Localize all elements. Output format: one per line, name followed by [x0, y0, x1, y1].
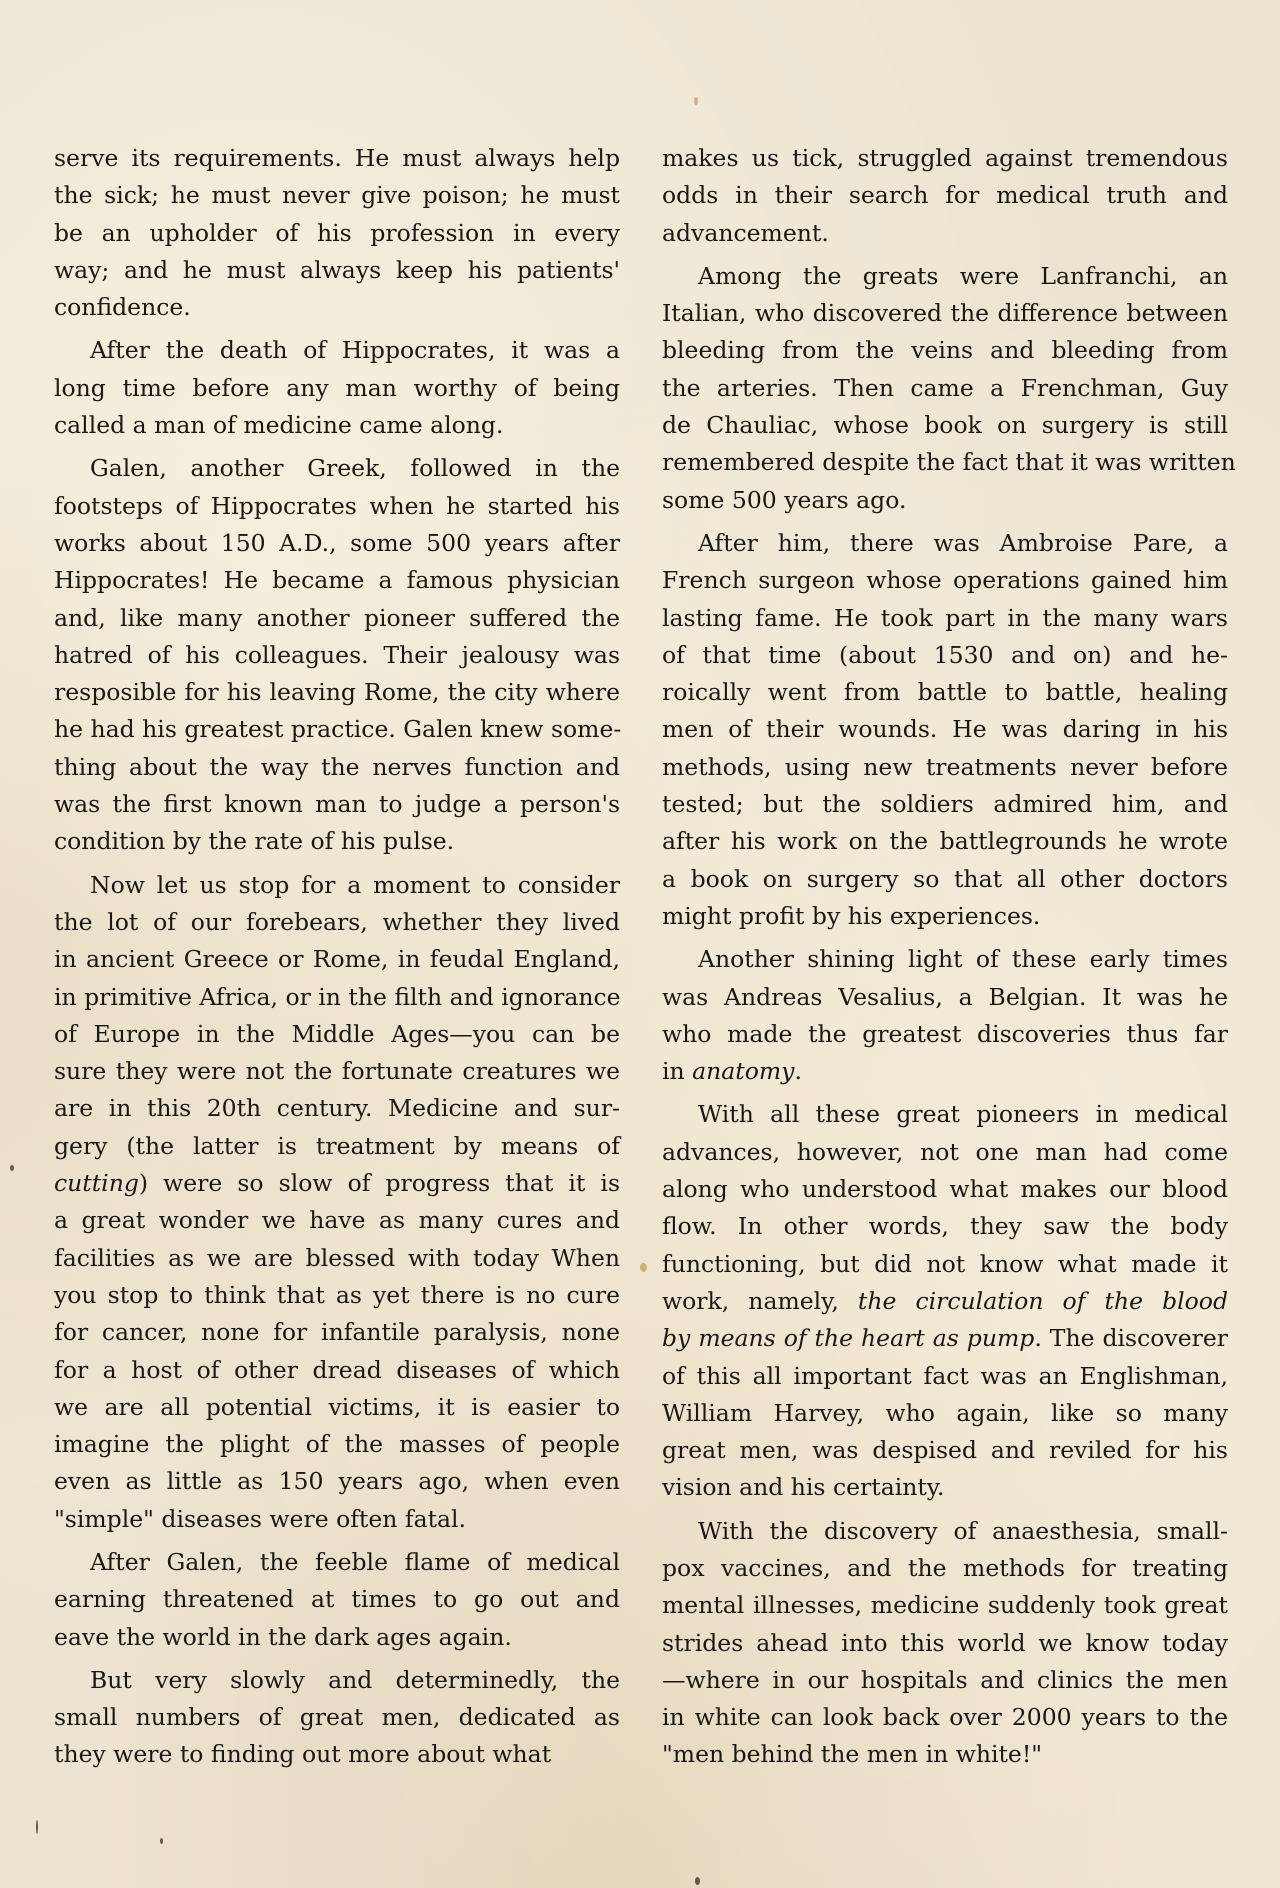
text-line: With all these great pioneers in medical [698, 1100, 1228, 1129]
text-line: Galen, another Greek, followed in the [90, 454, 620, 483]
text-line: resposible for his leaving Rome, the city where [54, 678, 620, 707]
text-line: called a man of medicine came along. [54, 411, 504, 440]
paragraph [54, 867, 620, 1538]
text-line: and, like many another pioneer suffered the [54, 603, 620, 632]
text-line: tested; but the soldiers admired him, and [662, 790, 1228, 819]
paragraph [662, 1096, 1228, 1506]
text-line: bleeding from the veins and bleeding from [662, 336, 1228, 365]
text-line: footsteps of Hippocrates when he started his [54, 491, 620, 520]
paragraph [54, 332, 620, 444]
text-line: "simple" diseases were often fatal. [54, 1504, 467, 1533]
text-line: remembered despite the fact that it was written [662, 448, 1236, 477]
text-line: odds in their search for medical truth and [662, 181, 1228, 210]
text-line: thing about the way the nerves function and [54, 752, 620, 781]
text-line: roically went from battle to battle, healing [662, 678, 1228, 707]
text-line: men of their wounds. He was daring in his [662, 715, 1228, 744]
text-line: in ancient Greece or Rome, in feudal England, [54, 945, 620, 974]
text-line: sure they were not the fortunate creatures we [54, 1057, 620, 1086]
text-line: by means of the heart as pump. The discoverer [662, 1324, 1228, 1353]
text-line: cutting) were so slow of progress that it is [54, 1169, 620, 1198]
text-line: in white can look back over 2000 years to the [662, 1703, 1228, 1732]
text-line: serve its requirements. He must always help [54, 144, 620, 172]
text-line: the lot of our forebears, whether they lived [54, 907, 620, 936]
paragraph [662, 525, 1228, 935]
text-line: great men, was despised and reviled for his [662, 1436, 1228, 1465]
text-line: small numbers of great men, dedicated as [54, 1703, 620, 1732]
text-line: eave the world in the dark ages again. [54, 1622, 512, 1651]
text-line: long time before any man worthy of being [54, 373, 620, 402]
text-column-left [54, 140, 620, 1774]
text-line: de Chauliac, whose book on surgery is still [662, 411, 1228, 440]
paper-stain [694, 97, 698, 105]
text-line: Hippocrates! He became a famous physician [54, 566, 620, 595]
text-line: for cancer, none for infantile paralysis, none [54, 1318, 620, 1347]
text-line: some 500 years ago. [662, 485, 907, 514]
text-line: earning threatened at times to go out and [54, 1585, 620, 1614]
text-line: Among the greats were Lanfranchi, an [698, 261, 1228, 290]
text-line: they were to finding out more about what [54, 1740, 552, 1769]
text-line: even as little as 150 years ago, when even [54, 1467, 620, 1496]
text-line: be an upholder of his profession in every [54, 218, 620, 247]
paragraph [662, 941, 1228, 1090]
text-line: the sick; he must never give poison; he must [54, 181, 620, 210]
text-line: in anatomy. [662, 1057, 802, 1086]
paragraph [662, 258, 1236, 519]
text-line: was the first known man to judge a person's [54, 790, 620, 819]
text-line: way; and he must always keep his patients' [54, 255, 620, 284]
text-column-right [662, 140, 1236, 1774]
text-line: hatred of his colleagues. Their jealousy was [54, 640, 620, 669]
paper-speck [10, 1165, 14, 1171]
paragraph [662, 140, 1228, 252]
text-line: imagine the plight of the masses of people [54, 1430, 620, 1459]
text-line: we are all potential victims, it is easier to [54, 1392, 620, 1421]
text-line: facilities as we are blessed with today When [54, 1243, 620, 1272]
text-line: advances, however, not one man had come [662, 1137, 1228, 1166]
text-line: are in this 20th century. Medicine and sur- [54, 1094, 620, 1123]
text-line: a great wonder we have as many cures and [54, 1206, 620, 1235]
text-line: who made the greatest discoveries thus far [662, 1019, 1228, 1048]
text-line: confidence. [54, 293, 191, 322]
text-line: in primitive Africa, or in the filth and ignorance [54, 982, 621, 1011]
text-line: advancement. [662, 218, 829, 247]
text-line: condition by the rate of his pulse. [54, 827, 455, 856]
text-line: of that time (about 1530 and on) and he- [662, 640, 1228, 669]
text-line: after his work on the battlegrounds he wrote [662, 827, 1228, 856]
text-line: strides ahead into this world we know today [662, 1628, 1228, 1657]
text-line: French surgeon whose operations gained him [662, 566, 1228, 595]
paragraph [54, 1544, 620, 1656]
text-line: "men behind the men in white!" [662, 1740, 1043, 1769]
text-line: Italian, who discovered the difference between [662, 299, 1228, 328]
text-line: gery (the latter is treatment by means of [54, 1131, 620, 1160]
text-line: along who understood what makes our blood [662, 1175, 1228, 1204]
text-line: With the discovery of anaesthesia, small- [698, 1516, 1228, 1545]
text-line: —where in our hospitals and clinics the men [662, 1665, 1228, 1694]
text-line: of this all important fact was an Englishman, [662, 1361, 1228, 1390]
text-line: a book on surgery so that all other doctors [662, 864, 1228, 893]
paragraph [662, 1513, 1228, 1774]
text-line: vision and his certainty. [662, 1473, 945, 1502]
text-line: mental illnesses, medicine suddenly took great [662, 1591, 1228, 1620]
text-line: of Europe in the Middle Ages—you can be [54, 1019, 620, 1048]
text-line: William Harvey, who again, like so many [662, 1398, 1228, 1427]
paragraph [54, 140, 620, 326]
text-line: functioning, but did not know what made it [662, 1249, 1228, 1278]
text-line: was Andreas Vesalius, a Belgian. It was he [662, 982, 1228, 1011]
paragraph [54, 1662, 620, 1774]
text-line: After Galen, the feeble flame of medical [90, 1547, 620, 1576]
paper-speck [160, 1838, 163, 1844]
text-line: he had his greatest practice. Galen knew some- [54, 715, 622, 744]
paragraph [54, 450, 620, 860]
text-line: Now let us stop for a moment to consider [90, 870, 620, 899]
text-line: works about 150 A.D., some 500 years after [54, 528, 620, 557]
text-line: for a host of other dread diseases of which [54, 1355, 620, 1384]
paper-speck [36, 1820, 38, 1834]
text-line: makes us tick, struggled against tremendous [662, 144, 1228, 172]
paper-speck [695, 1877, 700, 1885]
text-line: work, namely, the circulation of the blood [662, 1286, 1228, 1315]
text-line: methods, using new treatments never before [662, 752, 1228, 781]
text-line: After the death of Hippocrates, it was a [90, 336, 620, 365]
text-line: lasting fame. He took part in the many wars [662, 603, 1228, 632]
paper-stain [640, 1263, 647, 1272]
text-line: pox vaccines, and the methods for treating [662, 1553, 1228, 1582]
text-line: might profit by his experiences. [662, 901, 1041, 930]
text-line: But very slowly and determinedly, the [90, 1665, 620, 1694]
text-line: the arteries. Then came a Frenchman, Guy [662, 373, 1228, 402]
text-line: flow. In other words, they saw the body [662, 1212, 1228, 1241]
text-line: Another shining light of these early times [698, 945, 1228, 974]
text-line: you stop to think that as yet there is no cure [54, 1280, 620, 1309]
text-line: After him, there was Ambroise Pare, a [698, 528, 1228, 557]
